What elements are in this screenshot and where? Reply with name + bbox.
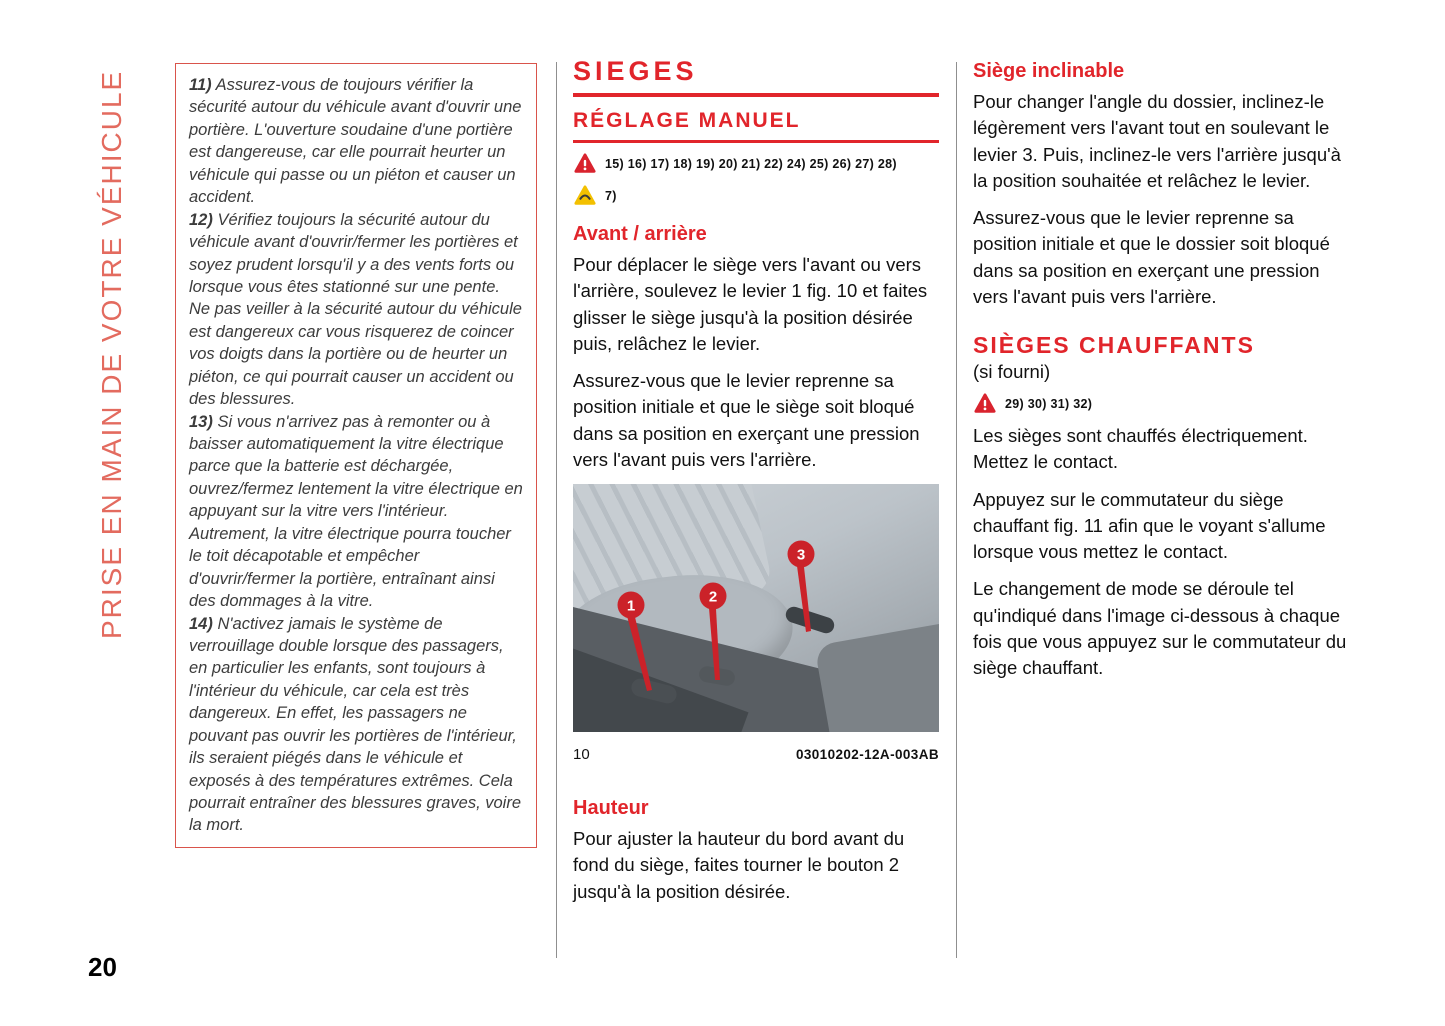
warning-triangle-icon — [973, 393, 997, 415]
figure-callouts — [573, 484, 939, 732]
heading-siege-inclinable: Siège inclinable — [973, 60, 1125, 82]
column-divider — [956, 62, 957, 958]
subsection-title: RÉGLAGE MANUEL — [573, 109, 801, 132]
warning-note-refs: 15) 16) 17) 18) 19) 20) 21) 22) 24) 25) 26) 27) 28) — [605, 157, 897, 171]
warning-refs-row — [973, 393, 1347, 415]
body-paragraph: Assurez-vous que le levier reprenne sa position initiale et que le dossier soit bloqué dans sa position en exerçant une pression vers l'avant puis vers l'arrière. — [973, 207, 1330, 307]
warning-item-text: N'activez jamais le système de verrouillage double lorsque des passagers, en particulier les enfants, sont toujours à l'intérieur du véhicule, car cela est très dangereux. En effet, les passagers ne pouvant pas ouvrir les portières de l'intérieur, ils seraient piégés dans le véhicule et exposés à des températures extrêmes. Cela pourrait entraîner des blessures graves, voire la mort. — [189, 614, 521, 835]
section-title-sieges-chauffants: SIÈGES CHAUFFANTS — [973, 332, 1255, 359]
warning-item — [189, 74, 523, 209]
warning-item — [189, 613, 523, 837]
warning-triangle-icon — [573, 153, 597, 175]
caution-refs-row — [573, 185, 939, 207]
figure-caption — [573, 746, 939, 763]
subtitle-rule — [573, 140, 939, 143]
chapter-sidebar-label: PRISE EN MAIN DE VOTRE VÉHICULE — [96, 69, 127, 639]
column-siege-inclinable — [973, 56, 1347, 693]
figure-number: 10 — [573, 746, 590, 764]
column-divider — [556, 62, 557, 958]
warning-item-number: 13) — [189, 412, 213, 431]
body-paragraph: Appuyez sur le commutateur du siège chauffant fig. 11 afin que le voyant s'allume lorsque vous mettez le contact. — [973, 488, 1326, 563]
warning-note-refs: 29) 30) 31) 32) — [1005, 397, 1093, 412]
subtitle-si-fourni: (si fourni) — [973, 361, 1051, 383]
warning-item-number: 14) — [189, 614, 213, 633]
warnings-box — [175, 63, 537, 848]
warning-item-text: Vérifiez toujours la sécurité autour du véhicule avant d'ouvrir/fermer les portières et soyez prudent lorsqu'il y a des vents forts ou lorsque vous êtes stationné sur une pente. Ne pas veiller à la sécurité autour du véhicule est dangereux car vous risquerez de coincer vos doigts dans la portière ou de heurter un piéton, ce qui pourrait causer un accident ou des blessures. — [189, 210, 522, 409]
callout-3: 3 — [796, 546, 806, 564]
warning-item-text: Assurez-vous de toujours vérifier la sécurité autour du véhicule avant d'ouvrir une portière. L'ouverture soudaine d'une portière est dangereuse, car elle pourrait heurter un véhicule qui passe ou un piéton et causer un accident. — [189, 76, 522, 207]
body-paragraph: Pour ajuster la hauteur du bord avant du fond du siège, faites tourner le bouton 2 jusqu'à la position désirée. — [573, 828, 905, 902]
heading-hauteur: Hauteur — [573, 797, 649, 820]
warning-item-number: 12) — [189, 210, 213, 229]
warning-item-number: 11) — [189, 76, 212, 94]
warning-item — [189, 209, 523, 411]
title-rule — [573, 93, 939, 97]
body-paragraph: Assurez-vous que le levier reprenne sa position initiale et que le siège soit bloqué dans sa position en exerçant une pression vers l'avant puis vers l'arrière. — [573, 370, 920, 470]
figure-code: 03010202-12A-003AB — [795, 747, 939, 763]
body-paragraph: Pour changer l'angle du dossier, inclinez-le légèrement vers l'avant tout en soulevant le levier 3. Puis, inclinez-le vers l'arrière jusqu'à la position souhaitée et relâchez le levier. — [973, 91, 1341, 191]
caution-icon — [573, 185, 597, 207]
figure-seat-levers — [573, 484, 939, 763]
warning-item — [189, 411, 523, 613]
seat-photo — [573, 484, 939, 732]
warning-item-text: Si vous n'arrivez pas à remonter ou à baisser automatiquement la vitre électrique parce que la batterie est déchargée, ouvrez/fermez lentement la vitre électrique en appuyant sur la vitre vers l'intérieur. Autrement, la vitre électrique pourra toucher le toit décapotable et empêcher d'ouvrir/fermer la portière, entraînant ainsi des dommages à la vitre. — [189, 412, 523, 611]
body-paragraph: Pour déplacer le siège vers l'avant ou vers l'arrière, soulevez le levier 1 fig. 10 et faites glisser le siège jusqu'à la position désirée puis, relâchez le levier. — [573, 254, 928, 354]
caution-note-refs: 7) — [605, 189, 617, 203]
body-paragraph: Le changement de mode se déroule tel qu'indiqué dans l'image ci-dessous à chaque fois que vous appuyez sur le commutateur du siège chauffant. — [973, 578, 1347, 679]
callout-1: 1 — [626, 597, 636, 615]
body-paragraph: Les sièges sont chauffés électriquement. Mettez le contact. — [973, 425, 1308, 473]
page-number: 20 — [88, 952, 117, 982]
section-title: SIEGES — [573, 56, 698, 86]
heading-avant-arriere: Avant / arrière — [573, 223, 707, 245]
column-sieges — [573, 56, 939, 916]
callout-2: 2 — [708, 588, 718, 606]
warning-refs-row — [573, 153, 939, 175]
